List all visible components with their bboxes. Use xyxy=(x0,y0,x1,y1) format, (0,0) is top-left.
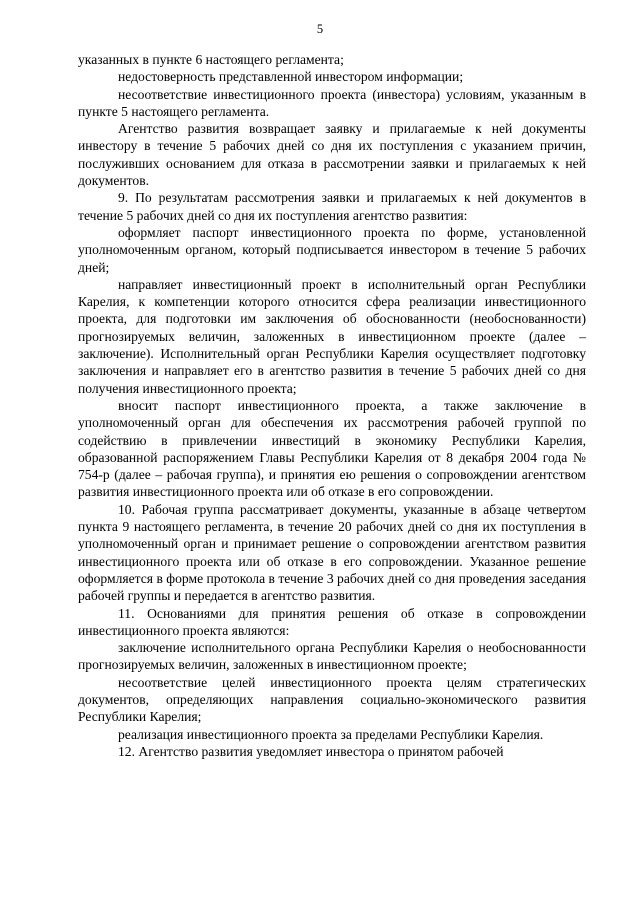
paragraph-11: заключение исполнительного органа Республики Карелия о необоснованности прогнозируемых величин, заложенных в инвестиционном проекте; xyxy=(78,640,586,673)
document-body xyxy=(78,51,586,760)
paragraph-9: 10. Рабочая группа рассматривает документы, указанные в абзаце четвертом пункта 9 настоящего регламента, в течение 20 рабочих дней со дня их поступления в уполномоченный орган и принимает решение о сопровождении агентством развития инвестиционного проекта или об отказе в его сопровождении. Указанное решение оформляется в форме протокола в течение 3 рабочих дней со дня проведения заседания рабочей группы и передается в агентство развития. xyxy=(78,501,586,604)
paragraph-6: оформляет паспорт инвестиционного проекта по форме, установленной уполномоченным органом, который подписывается инвестором в течение 5 рабочих дней; xyxy=(78,224,586,275)
page-number: 5 xyxy=(316,22,324,36)
paragraph-7: направляет инвестиционный проект в исполнительный орган Республики Карелия, к компетенции которого относится сфера реализации инвестиционного проекта, для подготовки им заключения об обоснованности (необоснованности) прогнозируемых величин, заложенных в инвестиционном проекте (далее – заключение). Исполнительный орган Республики Карелия осуществляет подготовку заключения и направляет его в агентство развития в течение 5 рабочих дней со дня получения инвестиционного проекта; xyxy=(78,276,586,396)
paragraph-8: вносит паспорт инвестиционного проекта, а также заключение в уполномоченный орган для обеспечения их рассмотрения рабочей группой по содействию в привлечении инвестиций в экономику Республики Карелия, образованной распоряжением Главы Республики Карелия от 8 декабря 2004 года № 754-р (далее – рабочая группа), и принятия ею решения о сопровождении агентством развития инвестиционного проекта или об отказе в его сопровождении. xyxy=(78,397,586,500)
paragraph-14: 12. Агентство развития уведомляет инвестора о принятом рабочей xyxy=(118,743,504,759)
paragraph-1: указанных в пункте 6 настоящего регламента; xyxy=(78,52,344,67)
paragraph-13: реализация инвестиционного проекта за пределами Республики Карелия. xyxy=(118,726,544,742)
paragraph-3: несоответствие инвестиционного проекта (инвестора) условиям, указанным в пункте 5 настоящего регламента. xyxy=(78,86,586,119)
paragraph-4: Агентство развития возвращает заявку и прилагаемые к ней документы инвестору в течение 5 рабочих дней со дня их поступления с указанием причин, послуживших основанием для отказа в рассмотрении заявки и прилагаемых к ней документов. xyxy=(78,121,586,189)
paragraph-12: несоответствие целей инвестиционного проекта целям стратегических документов, определяющих направления социально-экономического развития Республики Карелия; xyxy=(78,674,586,725)
paragraph-10: 11. Основаниями для принятия решения об отказе в сопровождении инвестиционного проекта являются: xyxy=(78,605,586,638)
paragraph-5: 9. По результатам рассмотрения заявки и прилагаемых к ней документов в течение 5 рабочих дней со дня их поступления агентство развития: xyxy=(78,190,586,223)
paragraph-2: недостоверность представленной инвестором информации; xyxy=(118,69,464,85)
